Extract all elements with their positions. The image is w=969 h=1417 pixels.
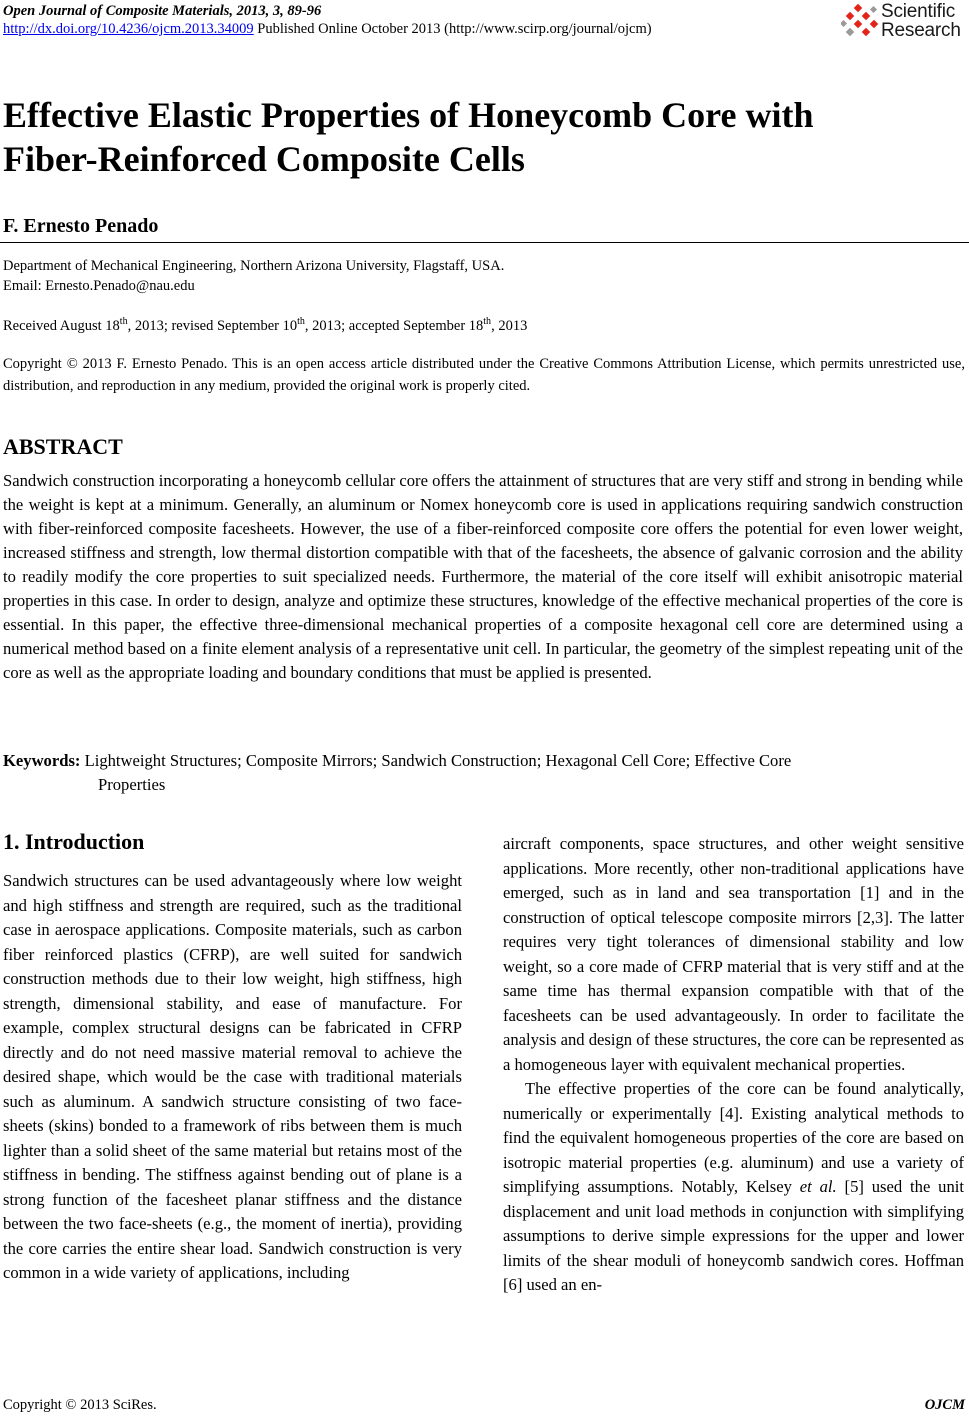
- keywords-list-continued: Properties: [98, 775, 166, 794]
- intro-paragraph-1: Sandwich structures can be used advantageously where low weight and high stiffness and strength are required, such as the traditional case in aerospace applications. Composite materials, such as carbon fiber reinforced plastics (CFRP), are well suited for sandwich construction methods due to their low weight, high stiffness, high strength, dimensional stability, and ease of manufacture. For example, complex structural designs can be fabricated in CFRP directly and do not need massive material removal to achieve the desired shape, which would be the case with traditional materials such as aluminum. A sandwich structure consisting of two face-sheets (skins) bonded to a framework of ribs between them is much lighter than a solid sheet of the same material but retains most of the stiffness in bending. The stiffness against bending out of plane is a strong function of the facesheet planar stiffness and the distance between the two face-sheets (e.g., the moment of inertia), providing the core carries the entire shear load. Sandwich construction is very common in a wide variety of applications, including: [3, 871, 462, 1282]
- keywords-list: Lightweight Structures; Composite Mirrors; Sandwich Construction; Hexagonal Cell Core; Effective Core: [80, 751, 792, 770]
- author-name: F. Ernesto Penado: [3, 215, 159, 237]
- revised-ordinal: th: [297, 316, 305, 328]
- journal-header: [3, 2, 652, 38]
- accepted-ordinal: th: [483, 316, 492, 328]
- footer-journal-abbrev: OJCM: [924, 1397, 965, 1413]
- page-footer: [3, 1396, 965, 1414]
- keywords: [3, 749, 963, 797]
- received-dates: [3, 316, 527, 336]
- et-al: et al.: [799, 1177, 837, 1196]
- published-online: Published Online October 2013 (http://www.scirp.org/journal/ojcm): [253, 21, 652, 37]
- received-date: Received August 18: [3, 318, 120, 334]
- abstract-text: Sandwich construction incorporating a honeycomb cellular core offers the attainment of structures that are very stiff and strong in bending while the weight is kept at a minimum. Generally, an aluminum or Nomex honeycomb core is used in applications requiring sandwich construction with fiber-reinforced composite facesheets. However, the use of a fiber-reinforced composite core offers the potential for even lower weight, increased stiffness and strength, low thermal distortion compatible with that of the facesheets, the absence of galvanic corrosion and the ability to readily modify the core properties to suit specialized needs. Furthermore, the material of the core itself will exhibit anisotropic material properties in this case. In order to design, analyze and optimize these structures, knowledge of the effective mechanical properties of the core is essential. In this paper, the effective three-dimensional mechanical properties of a composite hexagonal cell core are determined using a numerical method based on a finite element analysis of a representative unit cell. In particular, the geometry of the simplest repeating unit of the core as well as the appropriate loading and boundary conditions that must be applied is presented.: [3, 471, 963, 682]
- journal-citation: [3, 2, 652, 20]
- intro-paragraph-2-part-b: [5] used the unit displacement and unit load methods in conjunction with simplifying assumptions to derive simple expressions for the upper and lower limits of the shear moduli of honeycomb sandwich cores. Hoffman [6] used an en-: [503, 1177, 964, 1294]
- year-suffix: , 2013: [491, 318, 528, 334]
- affiliation: Department of Mechanical Engineering, Northern Arizona University, Flagstaff, USA.: [3, 258, 505, 274]
- scientific-research-logo-icon: [841, 4, 879, 40]
- paper-title-line-1: Effective Elastic Properties of Honeycomb Core with: [3, 95, 814, 135]
- intro-paragraph-1-continued: aircraft components, space structures, and other weight sensitive applications. More recently, other non-traditional applications have emerged, such as in land and sea transportation [1] and in the construction of optical telescope composite mirrors [2,3]. The latter requires very tight tolerances of dimensional stability and low weight, so a core made of CFRP material that is very stiff and at the same time has thermal expansion compatible with that of the facesheets can be used advantageously. In order to facilitate the analysis and design of these structures, the core can be represented as a homogeneous layer with equivalent mechanical properties.: [503, 834, 964, 1074]
- doi-link[interactable]: http://dx.doi.org/10.4236/ojcm.2013.34009: [3, 21, 254, 37]
- column-right: [503, 832, 964, 1298]
- column-left: [3, 869, 462, 1286]
- keywords-label: Keywords:: [3, 751, 81, 770]
- author-email: Email: Ernesto.Penado@nau.edu: [3, 278, 195, 294]
- intro-paragraph-2: [503, 1077, 964, 1298]
- journal-name: Open Journal of Composite Materials: [3, 3, 230, 19]
- paper-title-line-2: Fiber-Reinforced Composite Cells: [3, 139, 525, 179]
- accepted-date: , 2013; accepted September 18: [304, 318, 484, 334]
- journal-online-line: [3, 20, 652, 38]
- received-ordinal: th: [119, 316, 128, 328]
- intro-paragraph-2-part-a: The effective properties of the core can be found analytically, numerically or experimentally [4]. Existing analytical methods to find the equivalent homogeneous properties of the core are based on isotropic material properties (e.g. aluminum) and use a variety of simplifying assumptions. Notably, Kelsey: [503, 1079, 964, 1196]
- logo-word-scientific: Scientific: [881, 1, 956, 22]
- logo-word-research: Research: [881, 20, 961, 41]
- publisher-logo: [841, 2, 965, 42]
- journal-volume: , 2013, 3, 89-96: [229, 3, 322, 19]
- section-heading-introduction: 1. Introduction: [3, 829, 145, 854]
- footer-copyright: Copyright © 2013 SciRes.: [3, 1397, 157, 1413]
- title-divider: [0, 242, 969, 243]
- copyright-notice: Copyright © 2013 F. Ernesto Penado. This is an open access article distributed under the Creative Commons Attribution License, which permits unrestricted use, distribution, and reproduction in any medium, provided the original work is properly cited.: [3, 356, 965, 394]
- abstract-heading: ABSTRACT: [3, 434, 123, 459]
- paper-title: [3, 93, 943, 181]
- revised-date: , 2013; revised September 10: [127, 318, 298, 334]
